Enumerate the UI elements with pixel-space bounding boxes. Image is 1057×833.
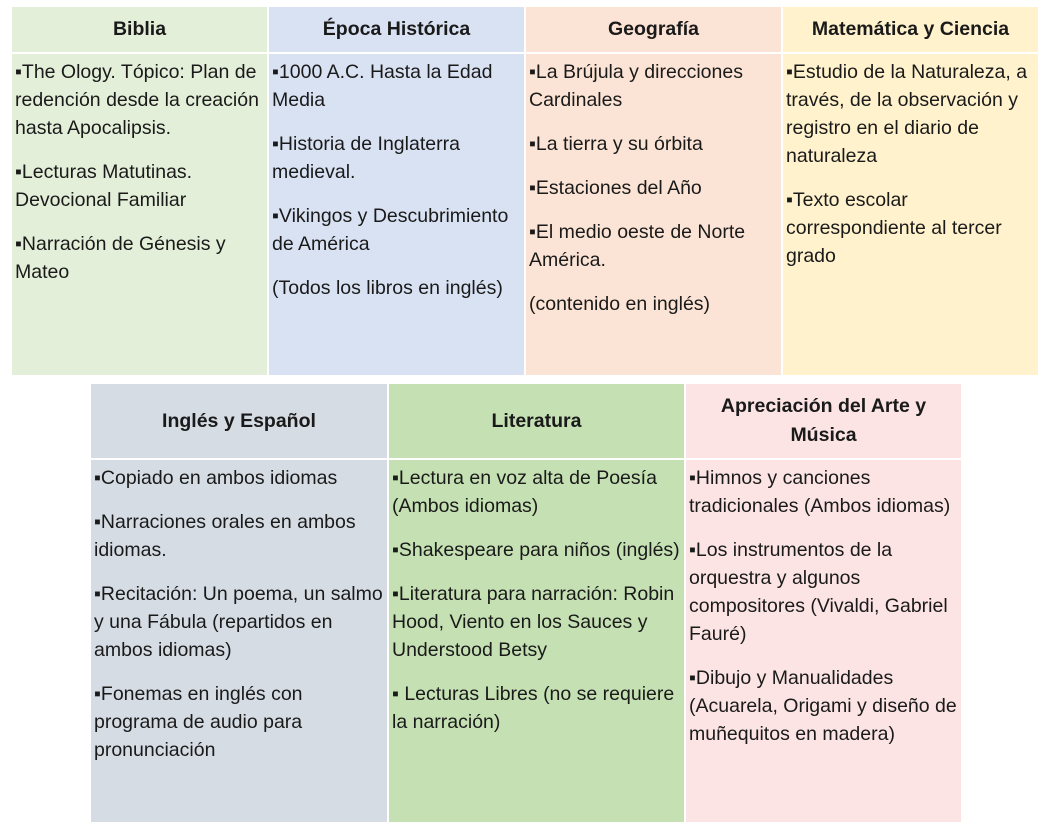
list-item: ▪Vikingos y Descubrimiento de América — [272, 205, 509, 255]
header-ingles-espanol: Inglés y Español — [91, 384, 389, 460]
list-item: ▪Estudio de la Naturaleza, a través, de la observación y registro en el diario de naturaleza — [786, 61, 1028, 167]
list-item: ▪Dibujo y Manualidades (Acuarela, Origami y diseño de muñequitos en madera) — [689, 667, 957, 745]
top-subjects-table — [12, 7, 1040, 377]
list-item: ▪Himnos y canciones tradicionales (Ambos idiomas) — [689, 467, 951, 517]
list-item: ▪La Brújula y direcciones Cardinales — [529, 61, 743, 111]
list-item: (Todos los libros en inglés) — [272, 277, 503, 299]
list-item: ▪Lectura en voz alta de Poesía (Ambos idiomas) — [392, 467, 657, 517]
cell-epoca-historica — [269, 54, 526, 377]
cell-literatura — [389, 460, 686, 824]
list-item: ▪Shakespeare para niños (inglés) — [392, 539, 680, 561]
cell-ingles-espanol — [91, 460, 389, 824]
list-item: ▪The Ology. Tópico: Plan de redención desde la creación hasta Apocalipsis. — [15, 61, 259, 139]
header-biblia: Biblia — [12, 7, 269, 54]
cell-matematica-ciencia — [783, 54, 1040, 377]
list-item: ▪Texto escolar correspondiente al tercer grado — [786, 189, 1002, 267]
list-item: ▪1000 A.C. Hasta la Edad Media — [272, 61, 493, 111]
list-item: (contenido en inglés) — [529, 293, 711, 315]
header-literatura: Literatura — [389, 384, 686, 460]
list-item: ▪Lecturas Matutinas. Devocional Familiar — [15, 161, 193, 211]
header-geografia: Geografía — [526, 7, 783, 54]
list-item: ▪Estaciones del Año — [529, 177, 702, 199]
list-item: ▪Literatura para narración: Robin Hood, Viento en los Sauces y Understood Betsy — [392, 583, 675, 661]
list-item: ▪El medio oeste de Norte América. — [529, 221, 746, 271]
list-item: ▪Recitación: Un poema, un salmo y una Fábula (repartidos en ambos idiomas) — [94, 583, 383, 661]
list-item: ▪Narración de Génesis y Mateo — [15, 233, 226, 283]
cell-biblia — [12, 54, 269, 377]
header-arte-musica: Apreciación del Arte y Música — [686, 384, 963, 460]
bottom-subjects-table — [91, 384, 963, 824]
header-epoca-historica: Época Histórica — [269, 7, 526, 54]
list-item: ▪Copiado en ambos idiomas — [94, 467, 338, 489]
list-item: ▪Los instrumentos de la orquestra y algunos compositores (Vivaldi, Gabriel Fauré) — [689, 539, 948, 645]
list-item: ▪La tierra y su órbita — [529, 133, 703, 155]
list-item: ▪Narraciones orales en ambos idiomas. — [94, 511, 356, 561]
list-item: ▪Historia de Inglaterra medieval. — [272, 133, 460, 183]
cell-geografia — [526, 54, 783, 377]
list-item: ▪ Lecturas Libres (no se requiere la narración) — [392, 683, 675, 733]
list-item: ▪Fonemas en inglés con programa de audio para pronunciación — [94, 683, 303, 761]
cell-arte-musica — [686, 460, 963, 824]
header-matematica-ciencia: Matemática y Ciencia — [783, 7, 1040, 54]
